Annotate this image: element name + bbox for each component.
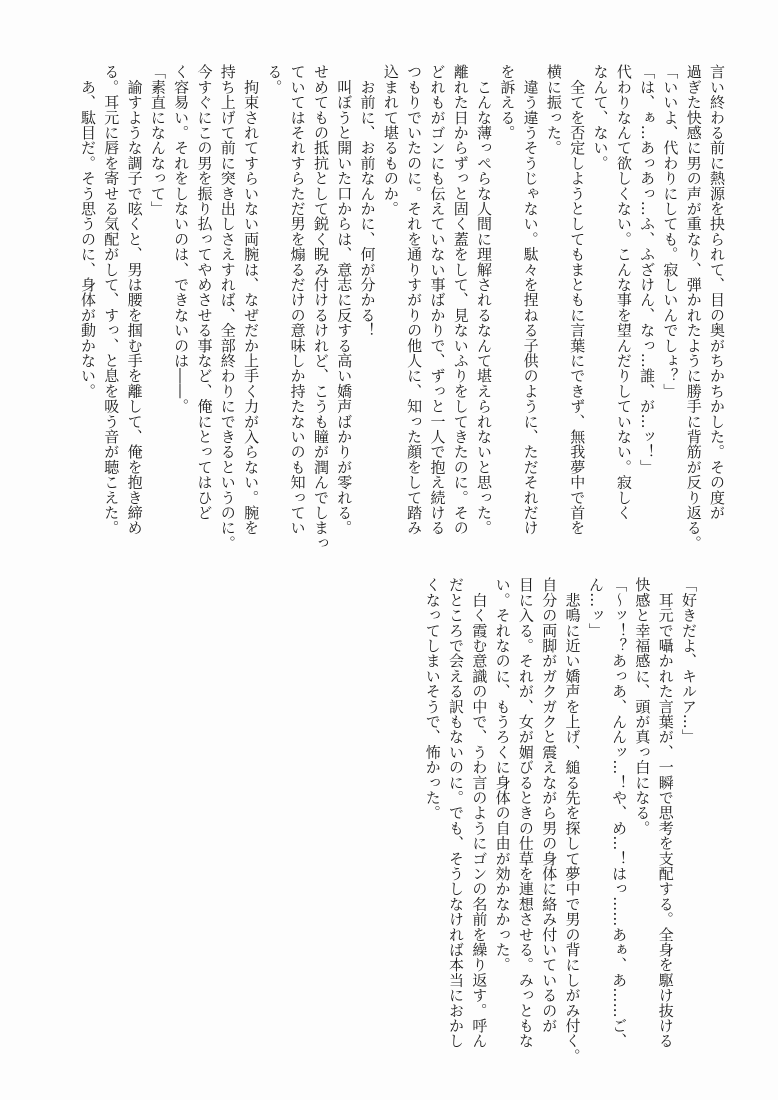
text-column: 込まれて堪るものか。 (381, 64, 400, 216)
text-column: 「好きだよ、キルア…」 (680, 577, 698, 745)
top-text-block (76, 64, 728, 551)
text-column: 違う違うそうじゃない。駄々を捏ねる子供のように、ただそれだけ (521, 64, 540, 536)
text-column: 拘束されてすらいない両腕は、なぜだか上手く力が入らない。腕を (242, 64, 261, 536)
text-column: お前に、お前なんかに、何が分かる！ (358, 64, 377, 338)
text-column: ん…ッ」 (586, 577, 605, 638)
bottom-text-block (420, 577, 700, 1064)
text-column: 「は、ぁ…あっあっ…ふ、ふざけん、なっ…誰、が…ッ！」 (638, 64, 657, 475)
text-column: こんな薄っぺらな人間に理解されるなんて堪えられないと思った。 (475, 64, 494, 536)
text-column: 「素直になんなって」 (148, 64, 167, 216)
text-column: 横に振った。 (544, 64, 563, 156)
text-column: なんて、ない。 (591, 64, 610, 171)
text-column: る。 (265, 64, 284, 95)
text-column: 代わりなんて欲しくない。こんな事を望んだりしていない。寂しく (614, 64, 633, 520)
text-column: 全てを否定しようとしてもまともに言葉にできず、無我夢中で首を (568, 64, 587, 536)
text-column: せめてもの抵抗として鋭く睨み付けるけれど、こうも瞳が潤んでしまっ (311, 64, 330, 551)
text-column: 快感と幸福感に、頭が真っ白になる。 (633, 577, 652, 836)
text-column: 今すぐにこの男を振り払ってやめさせる事など、俺にとってはひど (195, 64, 214, 520)
text-column: どれもがゴンにも伝えていない事ばかりで、ずっと一人で抱え続ける (428, 64, 447, 536)
text-column: 白く霞む意識の中で、うわ言のようにゴンの名前を繰り返す。呼ん (470, 577, 489, 1049)
text-column: 耳元で囁かれた言葉が、一瞬で思考を支配する。全身を駆け抜ける (656, 577, 675, 1049)
text-column: る。耳元に唇を寄せる気配がして、すっ、と息を吸う音が聴こえた。 (102, 64, 121, 536)
text-column: 叫ぼうと開いた口からは、意志に反する高い嬌声ばかりが零れる。 (335, 64, 354, 536)
text-column: 悲鳴に近い嬌声を上げ、縋る先を探して夢中で男の背にしがみ付く。 (563, 577, 582, 1064)
text-column: を訴える。 (498, 64, 517, 140)
text-column: 目に入る。それが、女が媚びるときの仕草を連想させる。みっともな (516, 577, 535, 1049)
text-column: だところで会える訳もないのに。でも、そうしなければ本当におかし (447, 577, 466, 1049)
text-column: あ、駄目だ。そう思うのに、身体が動かない。 (78, 64, 97, 399)
text-column: 離れた日からずっと固く蓋をして、見ないふりをしてきたのに。その (451, 64, 470, 536)
text-column: 過ぎた快感に男の声が重なり、弾かれたように勝手に背筋が反り返る。 (684, 64, 703, 551)
text-column: つもりでいたのに。それを通りすがりの他人に、知った顔をして踏み (405, 64, 424, 536)
text-column: 自分の両脚がガクガクと震えながら男の身体に絡み付いているのが (540, 577, 559, 1033)
text-column: い。それなのに、もうろくに身体の自由が効かなかった。 (493, 577, 512, 973)
text-column: くなってしまいそうで、怖かった。 (423, 577, 442, 821)
text-column: 持ち上げて前に突き出しさえすれば、全部終わりにできるというのに。 (218, 64, 237, 551)
text-column: 言い終わる前に熱源を抉られて、目の奥がちかちかした。その度が (708, 64, 726, 520)
text-column: 「いいよ、代わりにしても。寂しいんでしょ？」 (661, 64, 680, 399)
text-column: 諭すような調子で呟くと、男は腰を掴む手を離して、俺を抱き締め (125, 64, 144, 536)
text-column: く容易い。それをしないのは、できないのは――。 (172, 64, 191, 414)
text-column: ていてはそれすらただ男を煽るだけの意味しか持たないのも知ってい (288, 64, 307, 536)
text-column: 「〜ッ！？あっあ、んんッ…！や、め…！はっ……あぁ、あ……ご、 (610, 577, 629, 1049)
